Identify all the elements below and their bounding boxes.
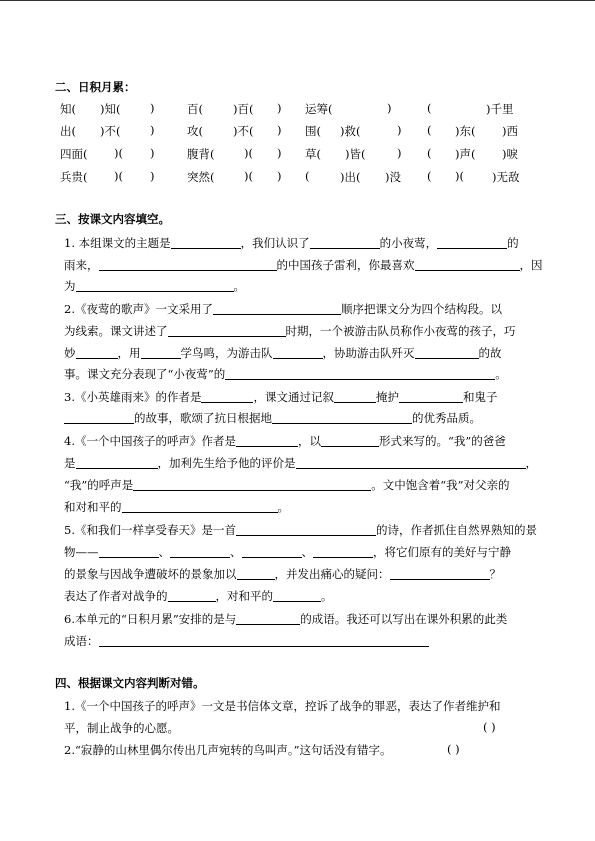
fill-line-12: “我”的呼声是 。文中饱含着“我”对父亲的 [64,478,510,492]
fill-line-8: 3.《小英雄雨来》的作者是 ，课文通过记叙 掩护 和鬼子 [64,390,498,404]
blank[interactable] [310,236,380,249]
blank[interactable] [437,236,507,249]
blank[interactable] [237,567,275,580]
blank[interactable] [141,346,181,359]
fill-line-3: 为 。 [64,279,245,293]
fill-line-5: 为线索。课文讲述了 时期，一个被游击队员称作小夜莺的孩子，巧 [64,324,516,338]
blank[interactable] [76,456,158,469]
section-four-title: 四、根据课文内容判断对错。 [55,676,205,690]
blank[interactable] [168,324,286,337]
blank[interactable] [133,478,371,491]
top-border-line [0,0,595,1]
blank[interactable] [201,390,253,403]
judge-q2: 2.“寂静的山林里偶尔传出几声宛转的鸟叫声。”这句话没有错字。 [64,743,392,757]
blank[interactable] [399,390,463,403]
fill-line-2: 雨来， 的中国孩子雷利，你最喜欢 ，因 [64,258,543,272]
blank[interactable] [225,367,495,380]
blank[interactable] [99,258,277,271]
blank[interactable] [415,346,479,359]
judge-q1-answer[interactable]: ( ) [483,720,496,734]
blank[interactable] [236,523,376,536]
fill-line-15: 物—— 、 、 、 ，将它们原有的美好与宁静 [64,545,511,559]
fill-line-19: 成语： [64,633,429,649]
blank[interactable] [236,434,298,447]
blank[interactable] [390,567,490,580]
blank[interactable] [99,634,429,647]
fill-line-10: 4.《一个中国孩子的呼声》作者是 ，以 形式来写的。“我”的爸爸 [64,434,506,448]
fill-line-7: 事。课文充分表现了“小夜莺”的 。 [64,367,507,381]
fill-line-6: 妙 ，用 学鸟鸣，为游击队 ，协助游击队歼灭 的故 [64,346,502,360]
blank[interactable] [122,500,278,513]
blank[interactable] [273,589,321,602]
fill-line-14: 5.《和我们一样享受春天》是一首 的诗，作者抓住自然界熟知的景 [64,523,537,537]
blank[interactable] [236,612,300,625]
blank[interactable] [64,411,134,424]
blank[interactable] [99,545,159,558]
judge-q1-line1: 1.《一个中国孩子的呼声》一文是书信体文章，控诉了战争的罪恶，表达了作者维护和 [64,699,501,713]
fill-line-16: 的景象与因战争遭破坏的景象加以 ，并发出痛心的疑问： ？ [64,567,501,581]
judge-q2-answer[interactable]: ( ) [447,742,460,756]
fill-line-13: 和对和平的 。 [64,500,289,514]
blank[interactable] [334,390,376,403]
blank[interactable] [415,258,520,271]
blank[interactable] [296,456,526,469]
fill-line-17: 表达了作者对战争的 ，对和平的 。 [64,589,333,603]
fill-line-18: 6.本单元的“日积月累”安排的是与 的成语。我还可以写出在课外积累的此类 [64,612,508,626]
blank[interactable] [213,302,341,315]
blank[interactable] [313,545,373,558]
judge-q1-line2: 平，制止战争的心愿。 [64,721,179,735]
blank[interactable] [170,545,230,558]
section-three-title: 三、按课文内容填空。 [55,212,170,226]
blank[interactable] [272,411,412,424]
blank[interactable] [76,346,118,359]
blank[interactable] [76,279,234,292]
blank[interactable] [168,589,216,602]
blank[interactable] [171,236,241,249]
fill-line-9: 的故事，歌颂了抗日根据地 的优秀品质。 [64,410,481,426]
fill-line-11: 是 ，加利先生给予他的评价是 ， [64,456,537,470]
blank[interactable] [321,434,379,447]
fill-line-1: 1. 本组课文的主题是 ，我们认识了 的小夜莺， 的 [64,236,519,250]
fill-line-4: 2.《夜莺的歌声》一文采用了 顺序把课文分为四个结构段。以 [64,302,502,316]
section-two-title: 二、日积月累： [55,80,136,94]
blank[interactable] [273,346,323,359]
blank[interactable] [242,545,302,558]
